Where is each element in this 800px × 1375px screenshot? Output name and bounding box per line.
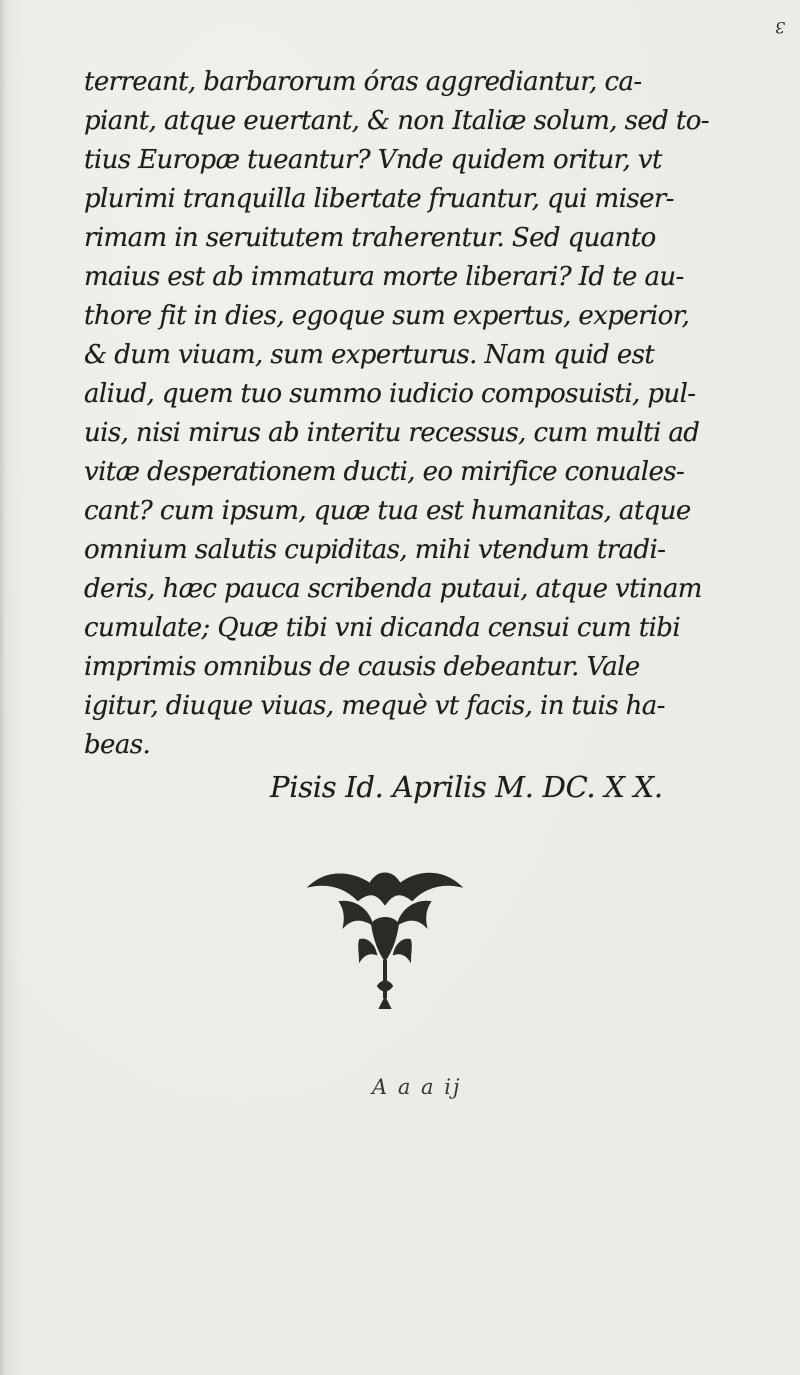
- text-line: maius est ab immatura morte liberari? Id te au-: [84, 262, 684, 292]
- text-line: tius Europæ tueantur? Vnde quidem oritur, vt: [84, 145, 662, 175]
- text-line: aliud, quem tuo summo iudicio composuisti, pul-: [84, 379, 696, 409]
- page-gutter-shadow: [0, 0, 6, 1375]
- text-line: & dum viuam, sum experturus. Nam quid est: [84, 340, 655, 370]
- text-line: uis, nisi mirus ab interitu recessus, cum multi ad: [84, 418, 700, 448]
- text-line: piant, atque euertant, & non Italiæ solum, sed to-: [84, 106, 709, 136]
- text-line: thore fit in dies, egoque sum expertus, experior,: [84, 301, 690, 331]
- text-line: vitæ desperationem ducti, eo mirifice conuales-: [84, 457, 685, 487]
- text-line: cumulate; Quæ tibi vni dicanda censui cum tibi: [84, 613, 681, 643]
- text-line: plurimi tranquilla libertate fruantur, qui miser-: [84, 184, 674, 214]
- text-line: cant? cum ipsum, quæ tua est humanitas, atque: [84, 496, 691, 526]
- text-line: rimam in seruitutem traherentur. Sed quanto: [84, 223, 656, 253]
- text-line: imprimis omnibus de causis debeantur. Vale: [84, 652, 640, 682]
- text-line: omnium salutis cupiditas, mihi vtendum tradi-: [84, 535, 666, 565]
- page-number: 3: [775, 18, 786, 37]
- text-line: terreant, barbarorum óras aggrediantur, ca-: [84, 67, 642, 97]
- dateline: Pisis Id. Aprilis M. DC. X X.: [270, 770, 663, 804]
- floral-fleuron-icon: [300, 860, 470, 1010]
- text-line: igitur, diuque viuas, mequè vt facis, in tuis ha-: [84, 691, 665, 721]
- text-line: beas.: [84, 730, 151, 760]
- body-text: [84, 63, 744, 765]
- signature-mark: A a a ij: [372, 1075, 462, 1099]
- text-line: deris, hæc pauca scribenda putaui, atque vtinam: [84, 574, 702, 604]
